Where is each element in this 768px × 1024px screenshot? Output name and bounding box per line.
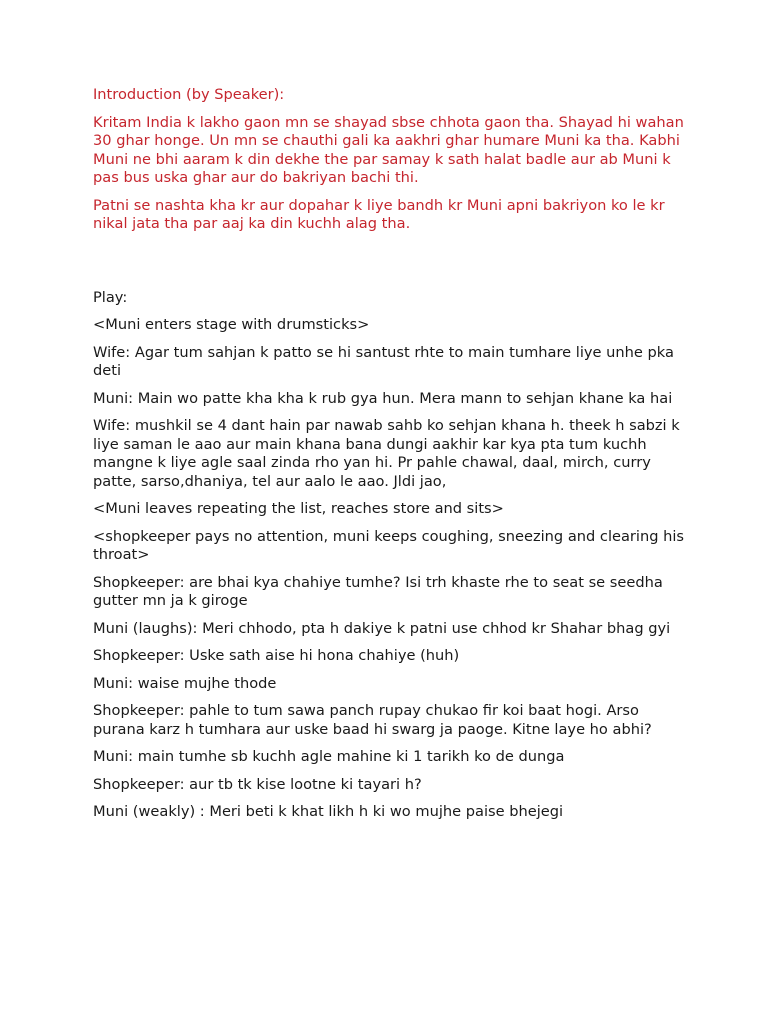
introduction-paragraph-1: Kritam India k lakho gaon mn se shayad sbse chhota gaon tha. Shayad hi wahan 30 ghar honge. Un mn se chauthi gali ka aakhri ghar humare Muni ka tha. Kabhi Muni ne bhi aaram k din dekhe the par samay k sath halat badle aur ab Muni k pas bus uska ghar aur do bakriyan bachi thi. [93, 113, 684, 186]
play-line: Muni: waise mujhe thode [93, 674, 277, 692]
play-section [93, 289, 693, 822]
play-line: <Muni enters stage with drumsticks> [93, 316, 370, 333]
introduction-paragraph-2: Patni se nashta kha kr aur dopahar k liye bandh kr Muni apni bakriyon ko le kr nikal jata tha par aaj ka din kuchh alag tha. [93, 196, 665, 232]
play-line: <Muni leaves repeating the list, reaches store and sits> [93, 500, 504, 517]
introduction-heading: Introduction (by Speaker): [93, 86, 285, 103]
play-line: Shopkeeper: are bhai kya chahiye tumhe? Isi trh khaste rhe to seat se seedha gutter mn ja k giroge [93, 573, 663, 609]
play-heading: Play: [93, 288, 128, 306]
play-line: Wife: Agar tum sahjan k patto se hi santust rhte to main tumhare liye unhe pka deti [93, 343, 674, 379]
introduction-section [93, 86, 693, 234]
play-line: Shopkeeper: Uske sath aise hi hona chahiye (huh) [93, 647, 460, 664]
play-line: Shopkeeper: aur tb tk kise lootne ki tayari h? [93, 775, 422, 793]
play-line: Muni: main tumhe sb kuchh agle mahine ki 1 tarikh ko de dunga [93, 748, 565, 765]
play-line: Muni (laughs): Meri chhodo, pta h dakiye k patni use chhod kr Shahar bhag gyi [93, 619, 671, 637]
document-content [93, 86, 693, 831]
play-line: Shopkeeper: pahle to tum sawa panch rupay chukao fir koi baat hogi. Arso purana karz h tumhara aur uske baad hi swarg ja paoge. Kitne laye ho abhi? [93, 702, 652, 738]
play-line: Wife: mushkil se 4 dant hain par nawab sahb ko sehjan khana h. theek h sabzi k liye saman le aao aur main khana bana dungi aakhir kar kya pta tum kuchh mangne k liye agle saal zinda rho yan hi. Pr pahle chawal, daal, mirch, curry patte, sarso,dhaniya, tel aur aalo le aao. Jldi jao, [93, 417, 680, 490]
play-line: Muni (weakly) : Meri beti k khat likh h ki wo mujhe paise bhejegi [93, 803, 564, 820]
play-line: Muni: Main wo patte kha kha k rub gya hun. Mera mann to sehjan khane ka hai [93, 389, 673, 407]
play-line: <shopkeeper pays no attention, muni keeps coughing, sneezing and clearing his throat> [93, 527, 685, 563]
